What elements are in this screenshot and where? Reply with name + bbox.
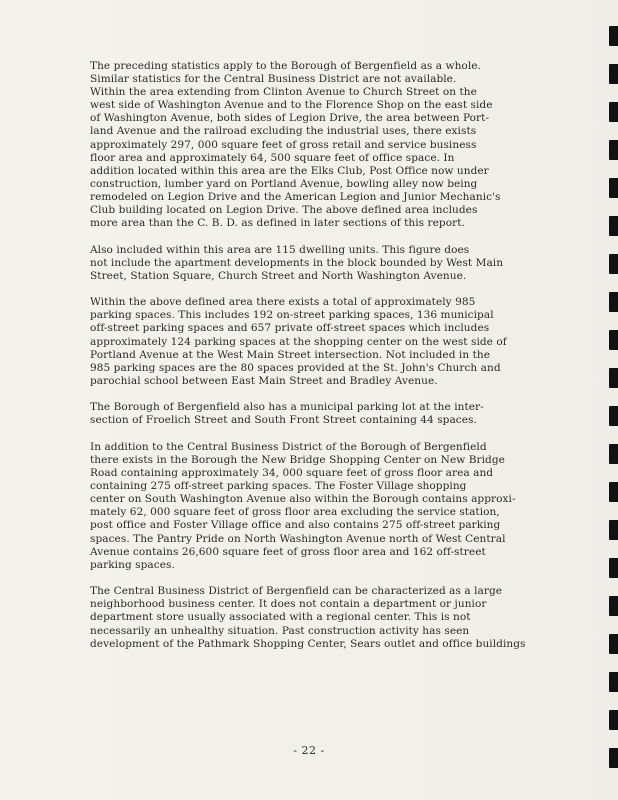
text-line: necessarily an unhealthy situation. Past construction activity has seen — [90, 624, 470, 637]
binding-hole — [609, 444, 618, 464]
text-line: The preceding statistics apply to the Borough of Bergenfield as a whole. — [90, 60, 481, 72]
text-line: there exists in the Borough the New Bridge Shopping Center on New Bridge — [90, 454, 505, 466]
binding-hole — [609, 596, 618, 616]
text-line: approximately 124 parking spaces at the shopping center on the west side of — [90, 335, 507, 348]
text-line: more area than the C. B. D. as defined in later sections of this report. — [90, 217, 465, 230]
paragraph-dwelling-units — [90, 244, 590, 283]
text-line: The Central Business District of Bergenfield can be characterized as a large — [90, 585, 503, 598]
binding-hole — [609, 26, 618, 46]
paragraph-shopping-centers — [90, 441, 590, 572]
text-line: post office and Foster Village office and also contains 275 off-street parking — [90, 519, 501, 532]
binding-holes — [604, 0, 618, 800]
binding-hole — [609, 368, 618, 388]
paragraph-municipal-lot — [90, 401, 590, 427]
binding-hole — [609, 520, 618, 540]
binding-hole — [609, 292, 618, 312]
document-body — [90, 60, 590, 664]
text-line: floor area and approximately 64, 500 square feet of office space. In — [90, 151, 455, 164]
text-line: not include the apartment developments in the block bounded by West Main — [90, 256, 504, 269]
binding-hole — [609, 64, 618, 84]
text-line: containing 275 off-street parking spaces. The Foster Village shopping — [90, 480, 467, 493]
text-line: department store usually associated with a regional center. This is not — [90, 611, 471, 624]
text-line: approximately 297, 000 square feet of gross retail and service business — [90, 138, 477, 151]
text-line: Street, Station Square, Church Street and North Washington Avenue. — [90, 269, 467, 282]
binding-hole — [609, 672, 618, 692]
text-line: In addition to the Central Business District of the Borough of Bergenfield — [90, 440, 487, 453]
text-line: development of the Pathmark Shopping Center, Sears outlet and office buildings — [90, 637, 526, 650]
binding-hole — [609, 178, 618, 198]
text-line: parking spaces. — [90, 558, 175, 571]
text-line: remodeled on Legion Drive and the American Legion and Junior Mechanic's — [90, 190, 501, 203]
paragraph-cbd-characterization — [90, 585, 590, 650]
text-line: Avenue contains 26,600 square feet of gross floor area and 162 off-street — [90, 545, 486, 558]
text-line: Road containing approximately 34, 000 square feet of gross floor area and — [90, 467, 494, 480]
text-line: Within the area extending from Clinton Avenue to Church Street on the — [90, 86, 477, 99]
text-line: center on South Washington Avenue also within the Borough contains approxi- — [90, 493, 516, 506]
text-line: land Avenue and the railroad excluding the industrial uses, there exists — [90, 125, 477, 138]
binding-hole — [609, 102, 618, 122]
text-line: spaces. The Pantry Pride on North Washington Avenue north of West Central — [90, 532, 506, 545]
binding-hole — [609, 216, 618, 236]
text-line: parochial school between East Main Street and Bradley Avenue. — [90, 374, 438, 387]
text-line: west side of Washington Avenue and to the Florence Shop on the east side — [90, 99, 493, 112]
binding-hole — [609, 634, 618, 654]
binding-hole — [609, 710, 618, 730]
text-line: construction, lumber yard on Portland Avenue, bowling alley now being — [90, 177, 478, 190]
text-line: Club building located on Legion Drive. The above defined area includes — [90, 204, 478, 217]
page-number: - 22 - — [293, 744, 325, 757]
paragraph-parking-spaces — [90, 296, 590, 388]
text-line: Similar statistics for the Central Business District are not available. — [90, 73, 457, 86]
text-line: Portland Avenue at the West Main Street intersection. Not included in the — [90, 348, 490, 361]
binding-hole — [609, 254, 618, 274]
text-line: section of Froelich Street and South Front Street containing 44 spaces. — [90, 414, 477, 427]
binding-hole — [609, 140, 618, 160]
text-line: neighborhood business center. It does not contain a department or junior — [90, 598, 487, 611]
text-line: off-street parking spaces and 657 private off-street spaces which includes — [90, 322, 490, 335]
binding-hole — [609, 482, 618, 502]
text-line: of Washington Avenue, both sides of Legion Drive, the area between Port- — [90, 112, 490, 125]
text-line: addition located within this area are the Elks Club, Post Office now under — [90, 164, 489, 177]
text-line: Also included within this area are 115 dwelling units. This figure does — [90, 243, 470, 256]
binding-hole — [609, 406, 618, 426]
text-line: mately 62, 000 square feet of gross floor area excluding the service station, — [90, 506, 500, 519]
binding-hole — [609, 330, 618, 350]
text-line: 985 parking spaces are the 80 spaces provided at the St. John's Church and — [90, 361, 501, 374]
binding-hole — [609, 558, 618, 578]
paragraph-borough-statistics — [90, 60, 590, 230]
text-line: parking spaces. This includes 192 on-street parking spaces, 136 municipal — [90, 309, 494, 322]
text-line: Within the above defined area there exists a total of approximately 985 — [90, 296, 476, 309]
text-line: The Borough of Bergenfield also has a municipal parking lot at the inter- — [90, 401, 484, 414]
